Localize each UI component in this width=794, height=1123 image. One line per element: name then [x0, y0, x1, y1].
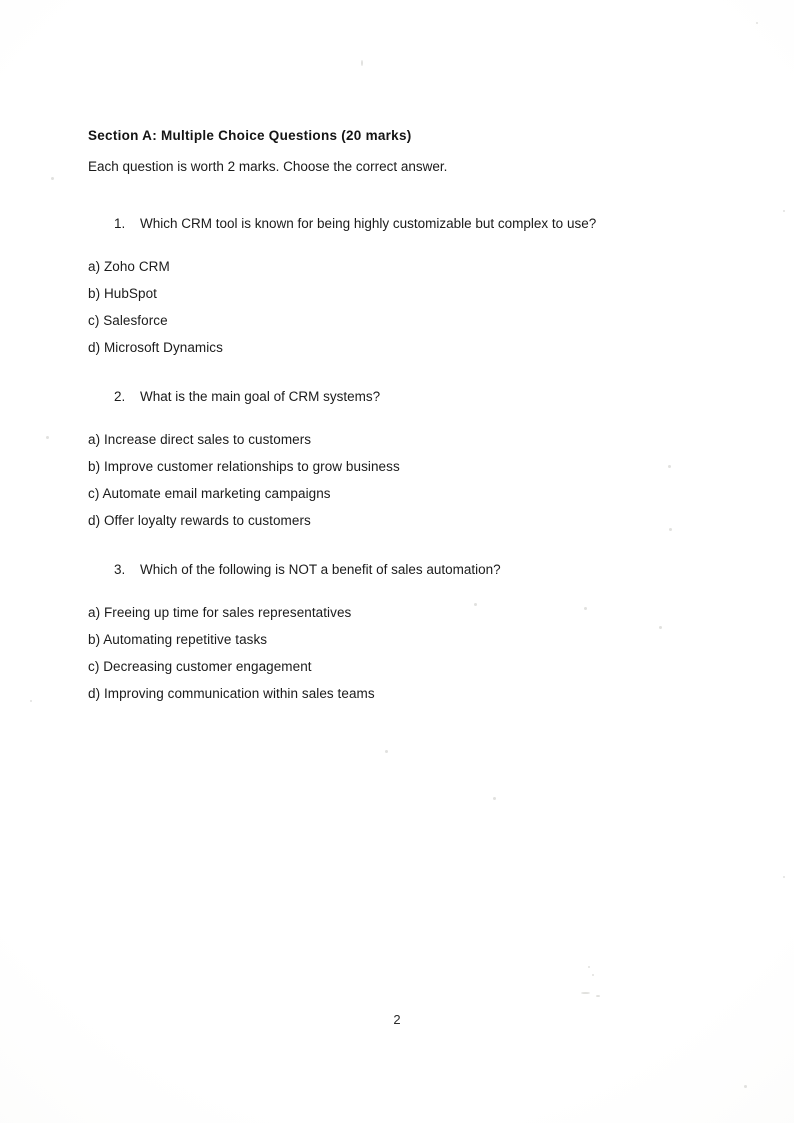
question-block — [88, 216, 708, 355]
question-heading — [114, 216, 708, 231]
question-heading — [114, 562, 708, 577]
answer-option: d) Improving communication within sales teams — [88, 686, 375, 701]
page-number: 2 — [393, 1012, 401, 1027]
question-text: Which of the following is NOT a benefit of sales automation? — [140, 562, 501, 577]
answer-option: d) Microsoft Dynamics — [88, 340, 223, 355]
section-instruction: Each question is worth 2 marks. Choose the correct answer. — [88, 159, 448, 174]
question-text: Which CRM tool is known for being highly customizable but complex to use? — [140, 216, 597, 231]
document-body — [88, 128, 708, 735]
question-heading — [114, 389, 708, 404]
question-number: 2. — [114, 389, 126, 404]
answer-option: a) Freeing up time for sales representatives — [88, 605, 352, 620]
question-text: What is the main goal of CRM systems? — [140, 389, 381, 404]
answer-option: c) Salesforce — [88, 313, 168, 328]
section-title: Section A: Multiple Choice Questions (20 marks) — [88, 128, 412, 143]
answer-option: a) Zoho CRM — [88, 259, 170, 274]
answer-option: a) Increase direct sales to customers — [88, 432, 312, 447]
question-number: 3. — [114, 562, 126, 577]
answer-option: b) Automating repetitive tasks — [88, 632, 268, 647]
question-number: 1. — [114, 216, 126, 231]
answer-option: b) Improve customer relationships to grow business — [88, 459, 400, 474]
question-block — [88, 389, 708, 528]
answer-option: b) HubSpot — [88, 286, 157, 301]
answer-option: d) Offer loyalty rewards to customers — [88, 513, 311, 528]
answer-option: c) Automate email marketing campaigns — [88, 486, 331, 501]
question-block — [88, 562, 708, 701]
answer-option: c) Decreasing customer engagement — [88, 659, 312, 674]
